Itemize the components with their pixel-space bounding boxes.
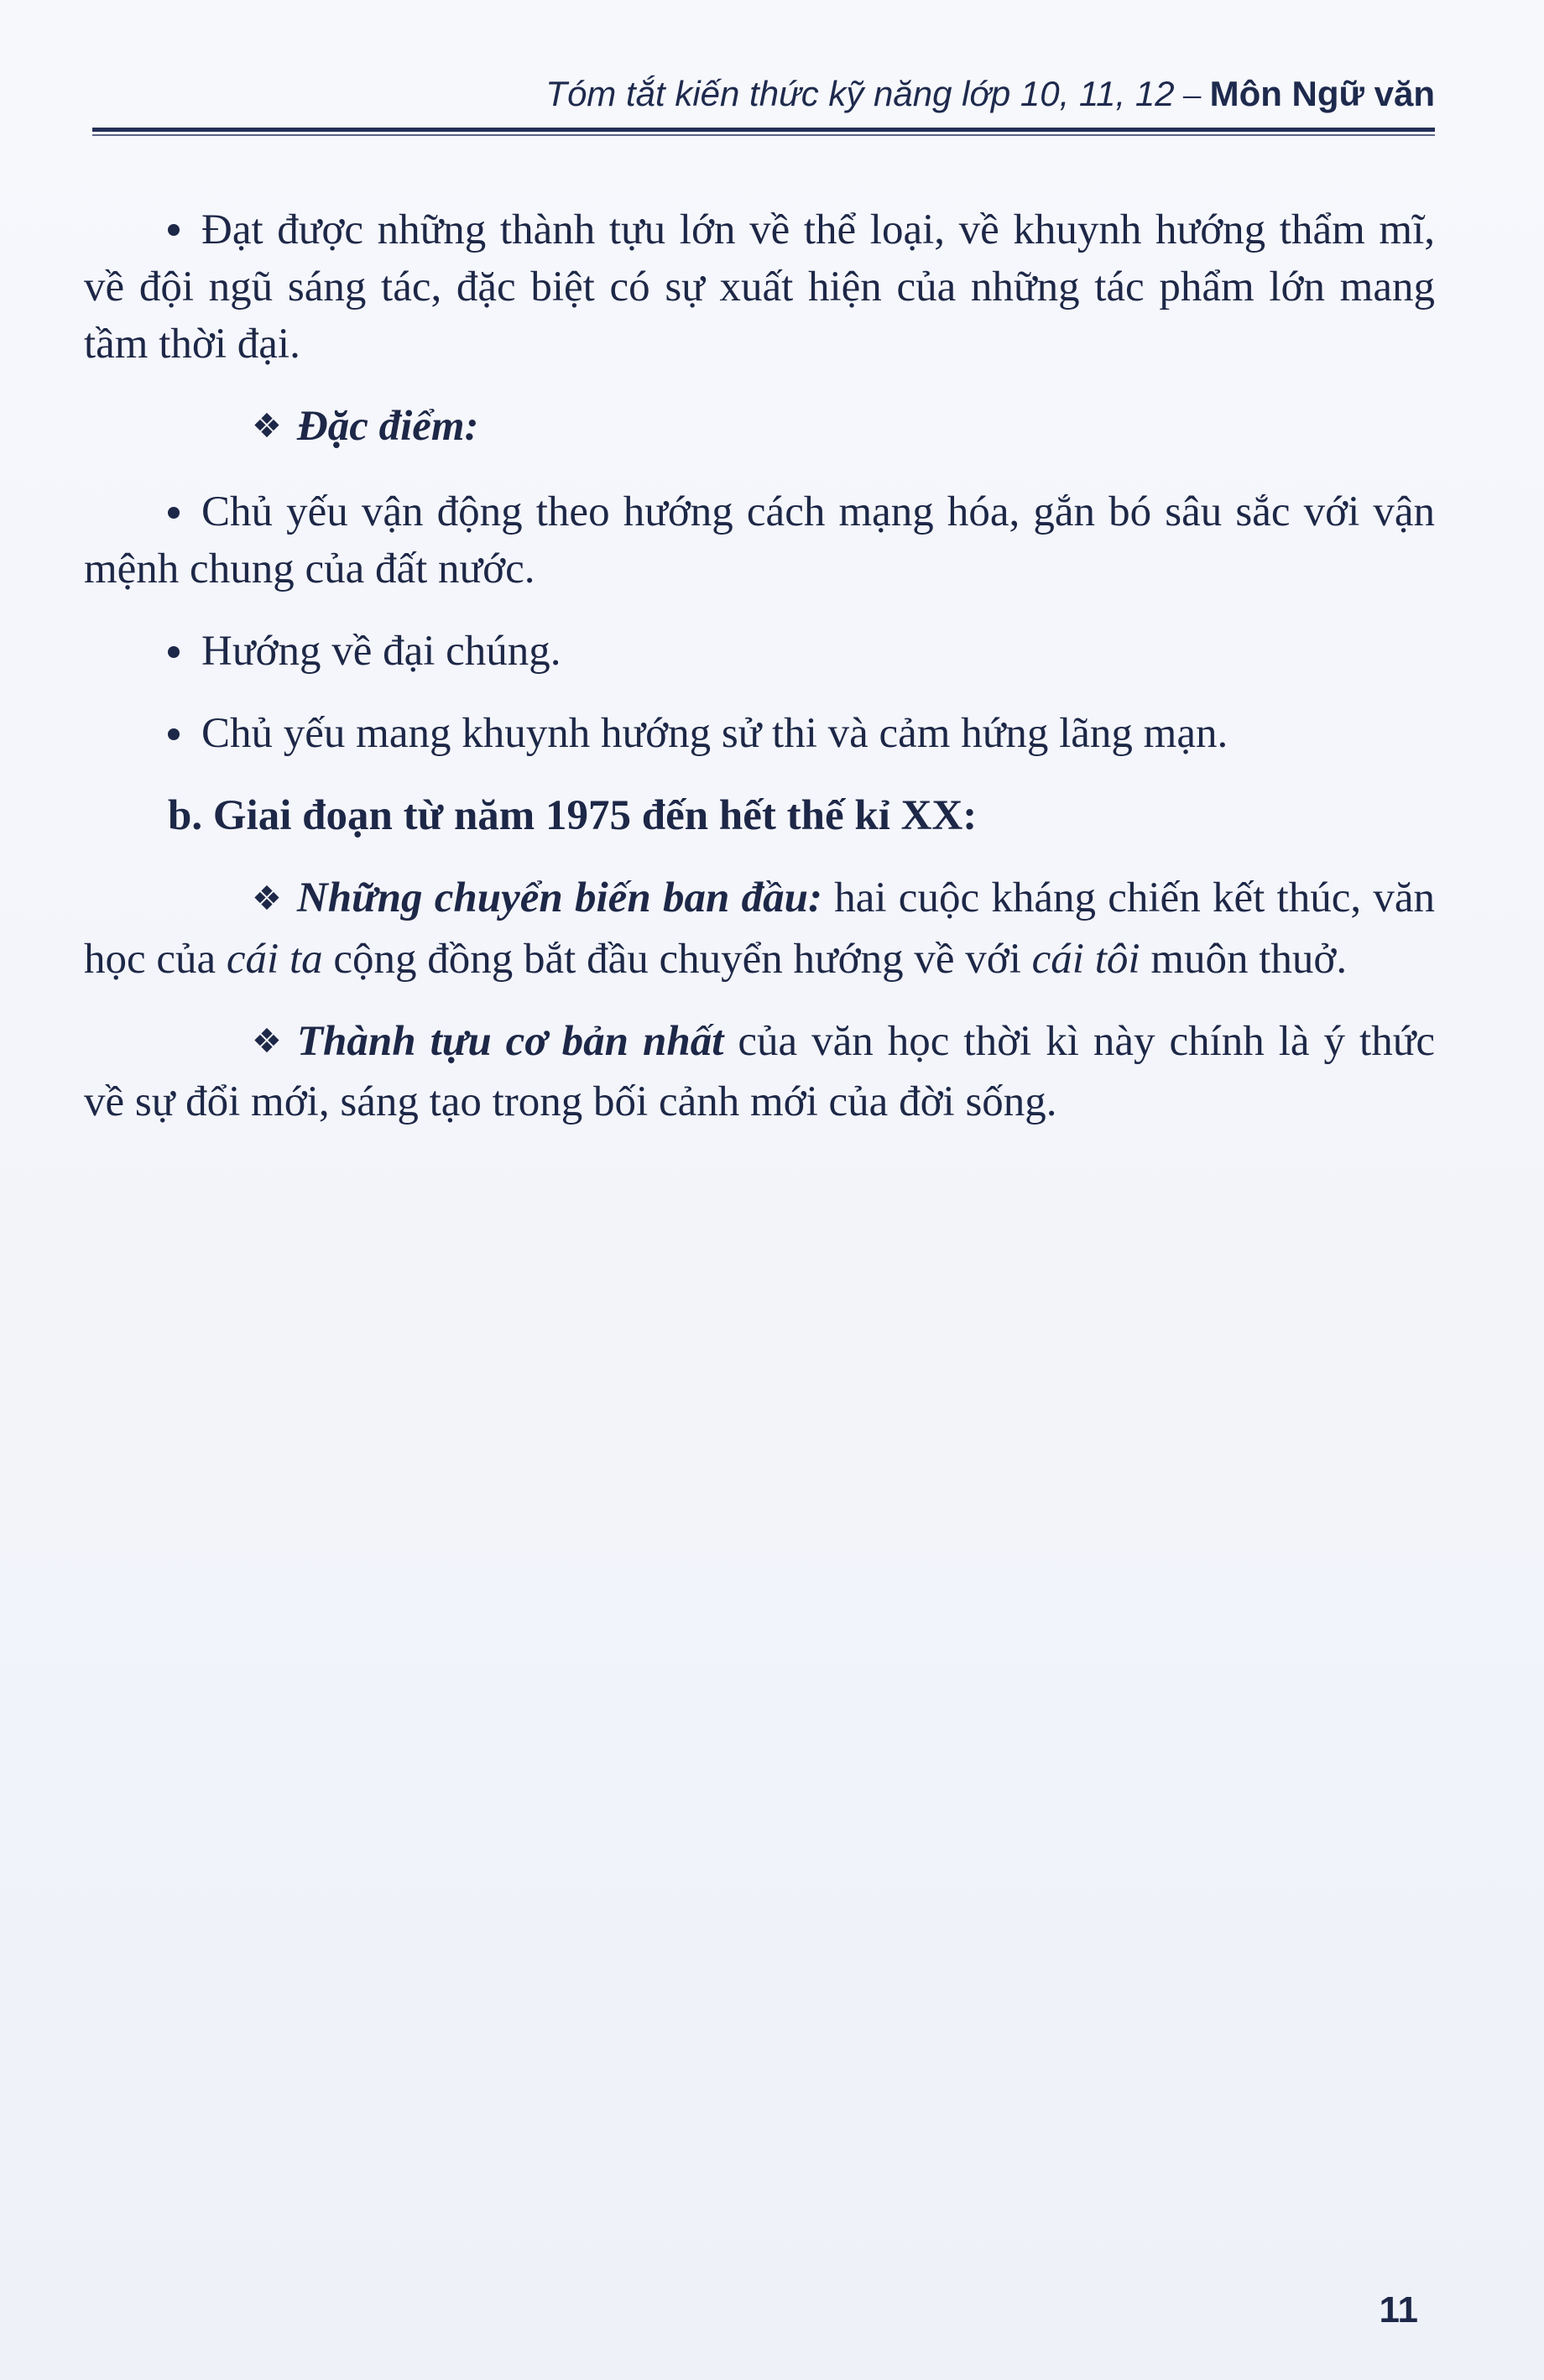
feature-bullet-text: Chủ yếu mang khuynh hướng sử thi và cảm hứng lãng mạn. [201, 710, 1228, 758]
achievement-label: Thành tựu cơ bản nhất [296, 1017, 724, 1065]
changes-text-3: muôn thuở. [1140, 935, 1348, 983]
bullet-icon [168, 224, 180, 236]
changes-text-1: hai cuộc kháng chiến kết thúc, văn học của [84, 874, 1436, 983]
features-heading-text: Đặc điểm: [296, 403, 479, 450]
section-b-heading: b. Giai đoạn từ năm 1975 đến hết thế kỉ XX: [168, 792, 978, 840]
header-separator: – [1174, 76, 1210, 114]
header-book-title: Tóm tắt kiến thức kỹ năng lớp 10, 11, 12 [545, 74, 1175, 113]
feature-bullet [84, 705, 1435, 762]
feature-bullet [84, 483, 1435, 598]
page-number: 11 [1379, 2289, 1418, 2330]
page-body [84, 201, 1435, 1156]
features-heading [84, 398, 1435, 458]
feature-bullet-text: Chủ yếu vận động theo hướng cách mạng hóa, gắn bó sâu sắc với vận mệnh chung của đất nước. [84, 488, 1435, 593]
bullet-achievements-text: Đạt được những thành tựu lớn về thể loại, về khuynh hướng thẩm mĩ, về đội ngũ sáng tác, đặc biệt có sự xuất hiện của những tác phẩm lớn mang tầm thời đại. [84, 206, 1435, 368]
changes-label: Những chuyển biến ban đầu: [296, 874, 822, 922]
header-rule-thin [92, 134, 1435, 136]
bullet-icon [168, 646, 180, 658]
diamond-bullet-icon: ❖ [252, 879, 282, 918]
diamond-bullet-icon: ❖ [252, 407, 282, 446]
cai-ta-term: cái ta [226, 935, 323, 983]
bullet-icon [168, 507, 180, 519]
header-text [545, 74, 1435, 115]
diamond-bullet-icon: ❖ [252, 1021, 282, 1061]
feature-bullet-text: Hướng về đại chúng. [201, 628, 561, 676]
changes-paragraph [84, 869, 1435, 987]
feature-bullet [84, 623, 1435, 680]
bullet-achievements [84, 201, 1435, 373]
header-rule [92, 128, 1435, 132]
cai-toi-term: cái tôi [1031, 935, 1140, 983]
changes-text-2: cộng đồng bắt đầu chuyển hướng về với [322, 935, 1032, 983]
header-subject: Môn Ngữ văn [1209, 74, 1435, 113]
bullet-icon [168, 728, 180, 740]
running-header [92, 74, 1435, 133]
achievement-paragraph [84, 1013, 1435, 1130]
achievement-text: của văn học thời kì này chính là ý thức về sự đổi mới, sáng tạo trong bối cảnh mới của đời sống. [84, 1017, 1435, 1125]
